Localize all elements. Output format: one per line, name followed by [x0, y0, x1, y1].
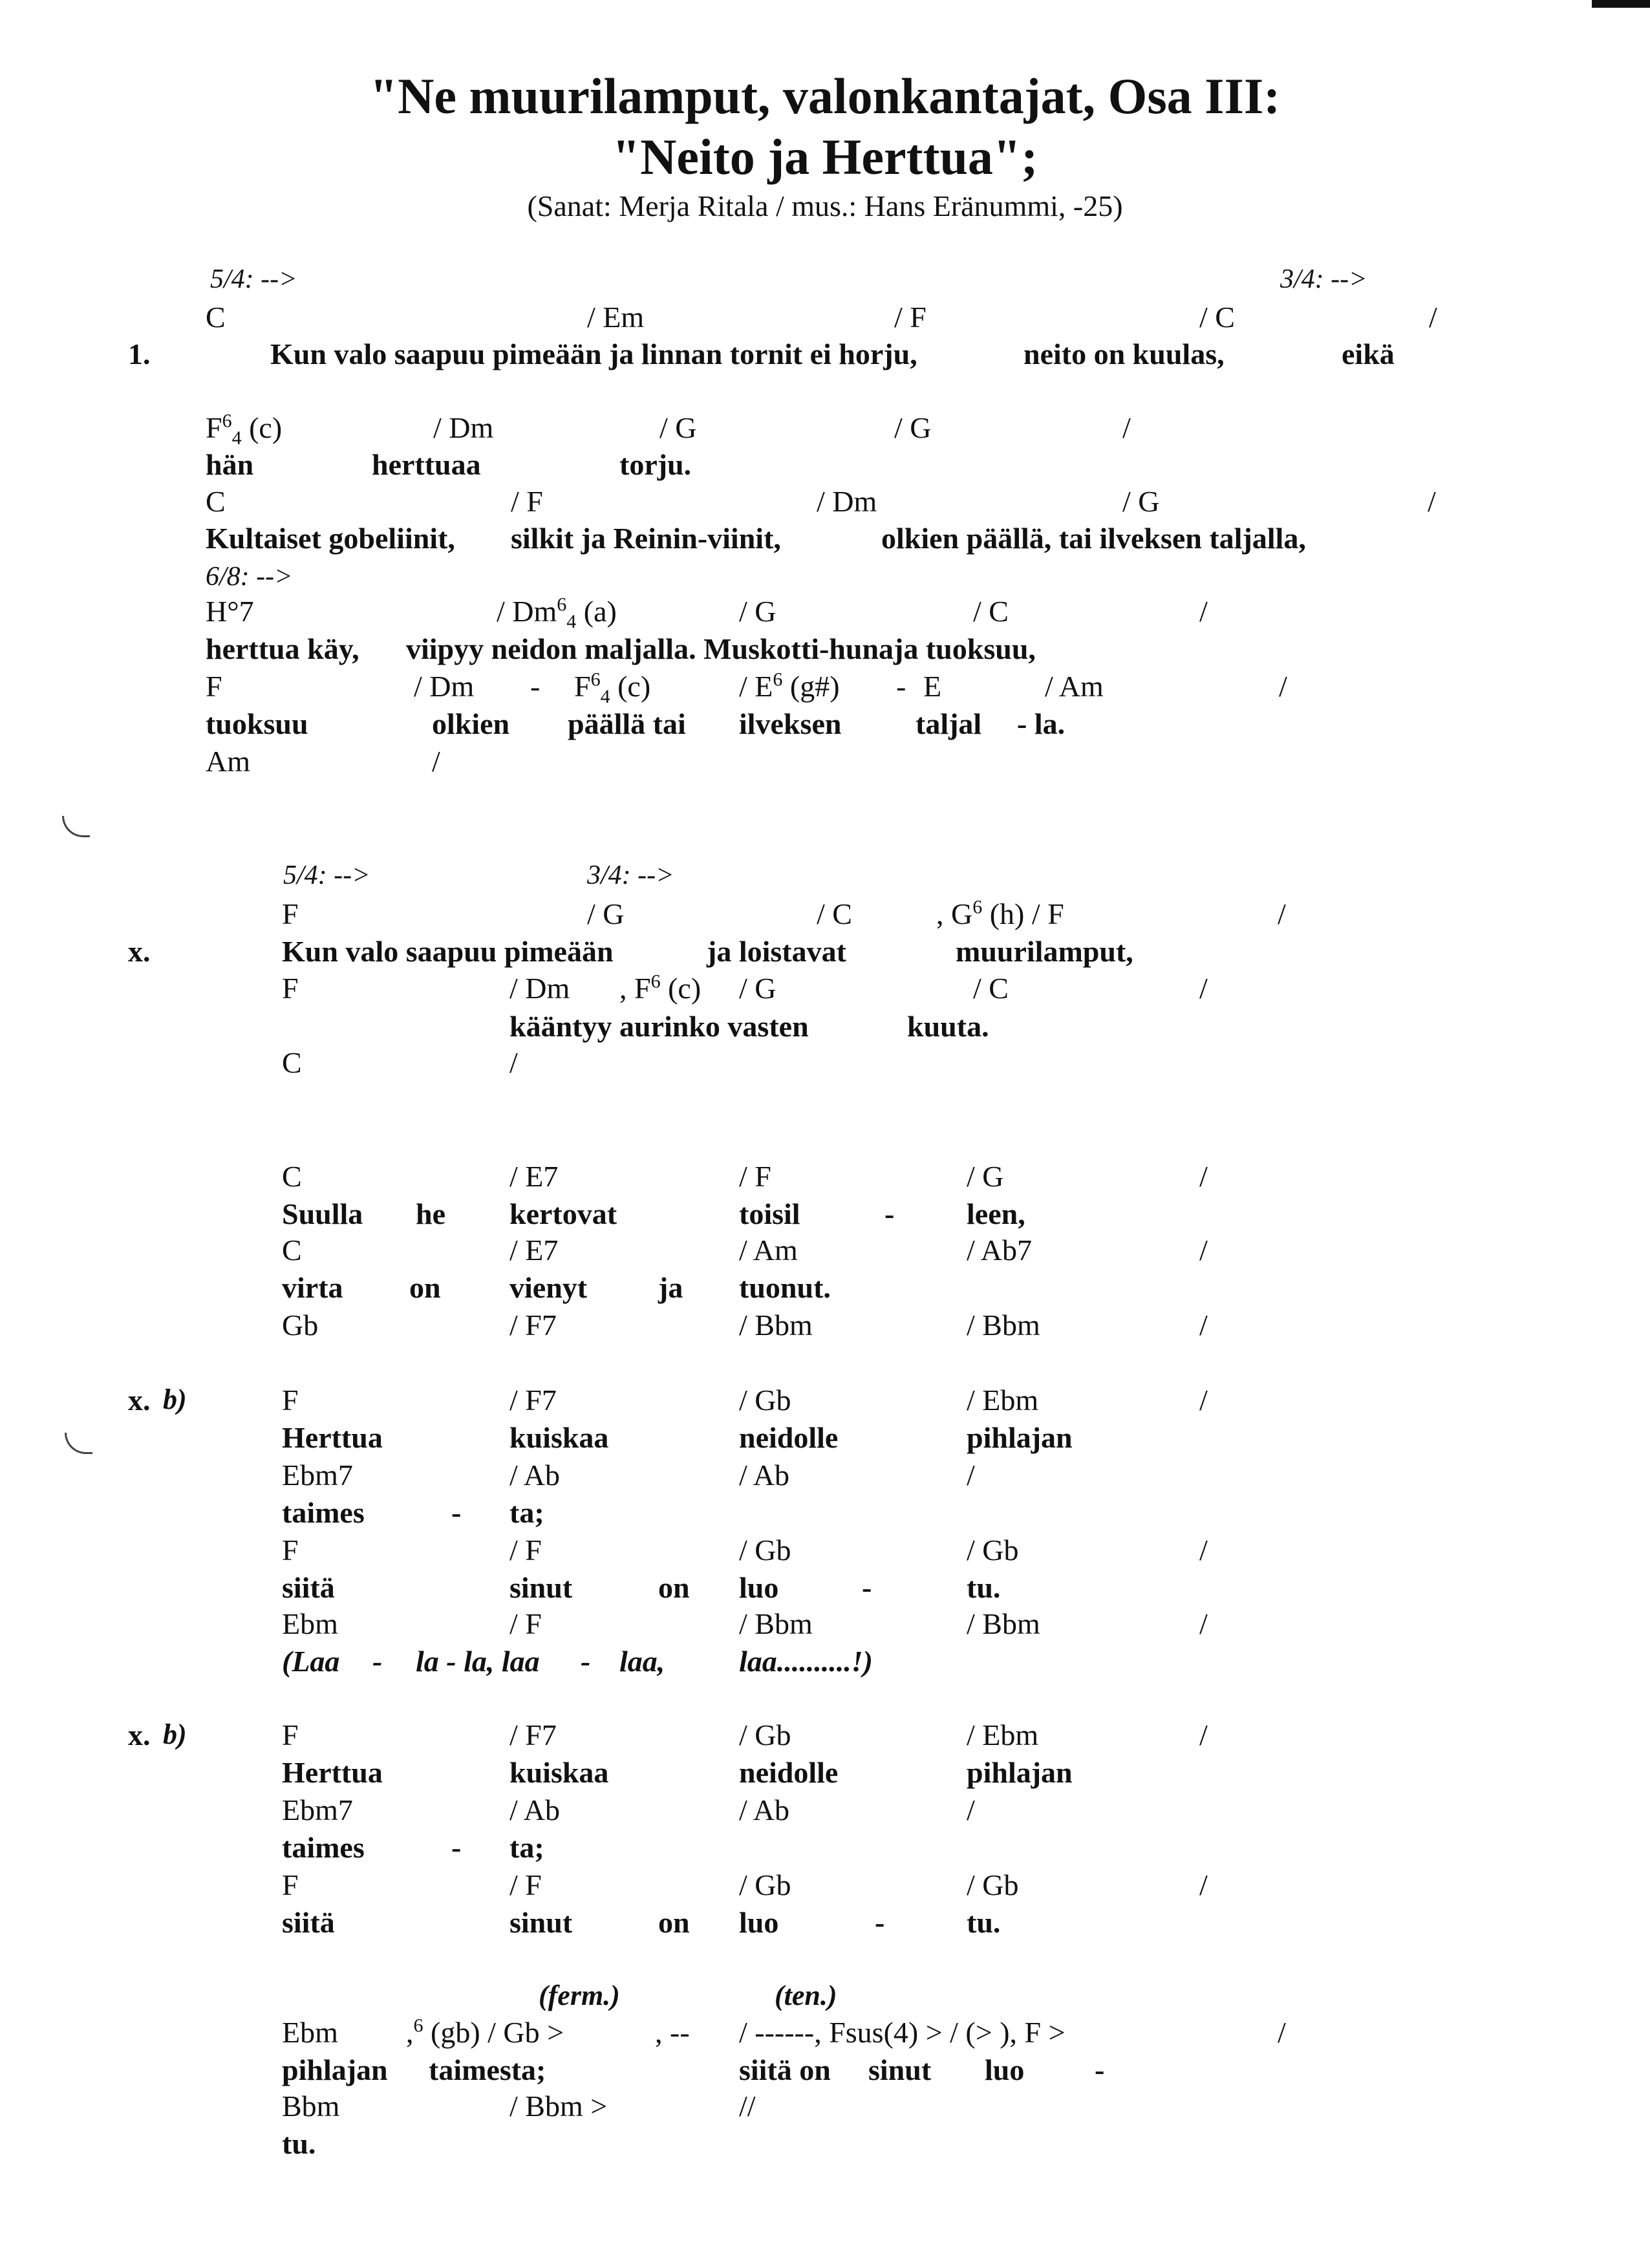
lyric: ja loistavat	[707, 935, 846, 968]
chord: Gb	[282, 1309, 319, 1342]
lyric: on	[658, 1906, 690, 1939]
chord: Ebm	[282, 2016, 338, 2049]
chord-row	[0, 2016, 1650, 2056]
chord-bass: (a)	[583, 595, 617, 628]
chord: / E7	[509, 1234, 559, 1267]
lyric: Kun valo saapuu pimeään	[282, 935, 614, 968]
chord-row	[0, 1309, 1650, 1349]
chord: /	[1199, 1868, 1208, 1901]
chord-superscript: 6	[650, 970, 661, 992]
chord: /	[1199, 1160, 1208, 1193]
lyric: sinut	[509, 1906, 573, 1939]
chord: /	[1199, 595, 1208, 628]
chord: ,	[406, 2016, 414, 2049]
lyric: neito on kuulas,	[1023, 337, 1225, 370]
chord: / Ab7	[967, 1234, 1032, 1267]
chord: F	[282, 972, 299, 1005]
lyric-row	[0, 1645, 1650, 1685]
chord-row	[0, 897, 1650, 937]
lyric-row	[0, 1906, 1650, 1946]
lyric: silkit ja Reinin-viinit,	[511, 522, 781, 555]
chord: / F7	[509, 1309, 557, 1342]
chord: / E	[739, 670, 773, 703]
chord: /	[1199, 972, 1208, 1005]
chord: / G	[894, 411, 932, 444]
chord-row	[0, 1534, 1650, 1574]
meter-marking: 3/4: -->	[587, 861, 674, 890]
lyric: olkien	[432, 707, 510, 740]
chord-superscript: 6	[413, 2015, 423, 2037]
lyric: -	[451, 1496, 462, 1529]
meter-row	[0, 264, 1650, 304]
chord-row	[0, 1868, 1650, 1909]
lyric: kuiskaa	[509, 1421, 609, 1454]
chord-superscript: 6	[773, 669, 783, 690]
chord-row	[0, 1718, 1650, 1759]
chord: Ebm7	[282, 1793, 353, 1826]
lyric: vienyt	[509, 1271, 588, 1304]
chord: / Em	[587, 301, 645, 334]
chord: , --	[655, 2016, 690, 2049]
chord: / G	[659, 411, 697, 444]
scan-artifact	[62, 816, 90, 837]
title-line-2: "Neito ja Herttua";	[612, 129, 1038, 185]
chord: / Dm	[509, 972, 570, 1005]
chord: / ------, Fsus(4) > / (> ), F >	[739, 2016, 1066, 2049]
chord: /	[1199, 1607, 1208, 1640]
lyric: pihlajan	[967, 1756, 1073, 1789]
lyric: ta;	[509, 1496, 544, 1529]
lyric-row	[0, 1421, 1650, 1461]
lyric: luo	[739, 1906, 779, 1939]
chord: /	[509, 1046, 518, 1079]
chord: //	[739, 2090, 756, 2123]
lyric-row	[0, 1197, 1650, 1237]
chord: Am	[206, 745, 250, 778]
lyric: -	[372, 1645, 383, 1678]
lyric: (Laa	[282, 1645, 340, 1678]
chord: / Bbm >	[509, 2090, 608, 2123]
lyric: -	[862, 1571, 872, 1604]
lyric: herttua käy,	[206, 632, 359, 665]
lyric-row	[0, 2127, 1650, 2167]
chord-row	[0, 1793, 1650, 1834]
chord-row	[0, 485, 1650, 525]
lyric: Herttua	[282, 1756, 383, 1789]
chord: / C	[817, 897, 852, 930]
chord: / Ab	[509, 1793, 560, 1826]
chord: / E7	[509, 1160, 559, 1193]
chord: / Ab	[509, 1459, 560, 1492]
chord: (gb) / Gb >	[431, 2016, 564, 2049]
lyric: kuuta.	[907, 1010, 989, 1043]
title-line-1: "Ne muurilamput, valonkantajat, Osa III:	[369, 68, 1281, 124]
chord-bass: (c)	[249, 411, 283, 444]
chord: F	[282, 897, 299, 930]
lyric: siitä	[282, 1906, 335, 1939]
chord: / Gb	[739, 1718, 791, 1751]
chord: /	[967, 1459, 975, 1492]
lyric: -	[1095, 2053, 1105, 2086]
chord: / C	[973, 595, 1009, 628]
lyric-row	[0, 707, 1650, 747]
section-label: x.	[128, 1718, 151, 1751]
chord-superscript: 6	[590, 669, 601, 690]
lyric: tuonut.	[739, 1271, 831, 1304]
chord: / F	[509, 1607, 542, 1640]
lyric: laa..........!)	[739, 1645, 873, 1678]
lyric: tuoksuu	[206, 707, 308, 740]
lyric: siitä on	[739, 2053, 831, 2086]
lyric-row	[0, 1271, 1650, 1311]
lyric: sinut	[509, 1571, 573, 1604]
chord: F	[282, 1384, 299, 1417]
chord: / Dm	[433, 411, 494, 444]
chord-row	[0, 1459, 1650, 1499]
chord: /	[1429, 301, 1437, 334]
lyric: pihlajan	[282, 2053, 388, 2086]
lyric: on	[409, 1271, 441, 1304]
chord: / G	[739, 972, 777, 1005]
refrain-label: x.	[128, 935, 151, 968]
chord-bass: (c)	[617, 670, 651, 703]
chord-superscript: 6	[972, 896, 983, 918]
chord-superscript: 6	[557, 594, 567, 615]
lyric: taljal	[916, 707, 982, 740]
section-label: x.	[128, 1384, 151, 1417]
fermata-mark: (ferm.)	[539, 1980, 620, 2011]
lyric: ta;	[509, 1831, 544, 1864]
lyric-row	[0, 337, 1650, 378]
chord-row	[0, 301, 1650, 341]
chord-row	[0, 1607, 1650, 1647]
chord: / Dm	[817, 485, 877, 518]
lyric: viipyy neidon maljalla. Muskotti-hunaja tuoksuu,	[406, 632, 1036, 665]
chord: / F	[894, 301, 927, 334]
scan-edge-mark	[1592, 0, 1650, 8]
chord: /	[432, 745, 440, 778]
lyric: tu.	[282, 2127, 316, 2160]
chord: F	[574, 670, 591, 703]
chord: / G	[739, 595, 777, 628]
chord: (h) / F	[989, 897, 1064, 930]
lyric: sinut	[868, 2053, 932, 2086]
chord: /	[1279, 670, 1287, 703]
lyric: tu.	[967, 1571, 1001, 1604]
chord: /	[1122, 411, 1131, 444]
chord: /	[1199, 1534, 1208, 1567]
lyric: leen,	[967, 1197, 1025, 1230]
chord: C	[206, 301, 226, 334]
chord: / Bbm	[739, 1607, 813, 1640]
chord: Ebm7	[282, 1459, 353, 1492]
chord: / Gb	[967, 1534, 1019, 1567]
chord: , G	[936, 897, 973, 930]
verse-number: 1.	[128, 337, 151, 370]
chord-row	[0, 1160, 1650, 1200]
lyric: muurilamput,	[956, 935, 1133, 968]
chord: F	[206, 670, 222, 703]
chord: / F7	[509, 1718, 557, 1751]
lyric: taimesta;	[429, 2053, 546, 2086]
chord: / F	[511, 485, 543, 518]
chord-row	[0, 1384, 1650, 1424]
chord: / Bbm	[967, 1607, 1040, 1640]
lyric: ilveksen	[739, 707, 842, 740]
lyric: pihlajan	[967, 1421, 1073, 1454]
chord: / C	[1199, 301, 1235, 334]
lyric: torju.	[619, 448, 692, 481]
chord: F	[206, 411, 222, 444]
chord: C	[206, 485, 226, 518]
chord-row	[0, 745, 1650, 785]
chord: / Gb	[967, 1868, 1019, 1901]
lyric-row	[0, 2053, 1650, 2093]
chord: H°7	[206, 595, 254, 628]
lyric: virta	[282, 1271, 343, 1304]
lyric: neidolle	[739, 1756, 839, 1789]
lyric: taimes	[282, 1496, 365, 1529]
lyric: kääntyy aurinko vasten	[509, 1010, 809, 1043]
chord-row	[0, 670, 1650, 710]
lyric: olkien päällä, tai ilveksen taljalla,	[881, 522, 1306, 555]
chord: , F	[619, 972, 651, 1005]
lyric-row	[0, 1571, 1650, 1611]
chord: / Ab	[739, 1793, 789, 1826]
lyric: -	[581, 1645, 591, 1678]
chord-bass: (g#)	[789, 670, 840, 703]
chord: /	[1199, 1384, 1208, 1417]
chord: / Bbm	[967, 1309, 1040, 1342]
chord-row	[0, 972, 1650, 1012]
chord: / F	[739, 1160, 771, 1193]
lyric: tu.	[967, 1906, 1001, 1939]
lyric-row	[0, 1756, 1650, 1796]
chord: -	[530, 670, 541, 703]
chord: C	[282, 1234, 302, 1267]
lyric: päällä tai	[568, 707, 686, 740]
lyric: kuiskaa	[509, 1756, 609, 1789]
chord: / C	[973, 972, 1009, 1005]
lyric: taimes	[282, 1831, 365, 1864]
meter-row	[0, 860, 1650, 900]
meter-marking: 6/8: -->	[206, 562, 293, 592]
lyric: -	[875, 1906, 885, 1939]
chord: /	[1199, 1234, 1208, 1267]
section-label-suffix: b)	[163, 1718, 187, 1750]
chord: Bbm	[282, 2090, 340, 2123]
chord: C	[282, 1160, 302, 1193]
chord: / Ebm	[967, 1718, 1039, 1751]
lyric: la - la, laa	[416, 1645, 540, 1678]
meter-marking: 5/4: -->	[210, 264, 297, 294]
chord: / F	[509, 1534, 542, 1567]
chord: /	[1278, 2016, 1286, 2049]
lyric: on	[658, 1571, 690, 1604]
chord: / Gb	[739, 1384, 791, 1417]
chord: / Ebm	[967, 1384, 1039, 1417]
lyric-row	[0, 448, 1650, 488]
chord: F	[282, 1868, 299, 1901]
tenuto-mark: (ten.)	[775, 1980, 837, 2011]
chord-subscript: 4	[231, 427, 242, 449]
lyric: luo	[739, 1571, 779, 1604]
lyric: Kun valo saapuu pimeään ja linnan tornit ei horju,	[270, 337, 917, 370]
lyric: -	[451, 1831, 462, 1864]
chord-row	[0, 411, 1650, 451]
lyric: luo	[985, 2053, 1025, 2086]
lyric-row	[0, 522, 1650, 562]
chord: / G	[587, 897, 625, 930]
chord: / Gb	[739, 1534, 791, 1567]
chord-row	[0, 1046, 1650, 1086]
lyric-row	[0, 632, 1650, 672]
chord: / G	[1122, 485, 1160, 518]
chord: /	[1278, 897, 1286, 930]
chord-bass: (c)	[668, 972, 702, 1005]
chord: / Am	[1045, 670, 1104, 703]
chord: /	[1199, 1718, 1208, 1751]
lyric: siitä	[282, 1571, 335, 1604]
lyric: hän	[206, 448, 254, 481]
chord: -	[896, 670, 906, 703]
chord: /	[1199, 1309, 1208, 1342]
chord-row	[0, 595, 1650, 635]
lyric: kertovat	[509, 1197, 617, 1230]
chord: / Bbm	[739, 1309, 813, 1342]
chord-subscript: 4	[600, 686, 610, 708]
performance-marks-row	[0, 1980, 1650, 2020]
lyric-row	[0, 1496, 1650, 1536]
chord: C	[282, 1046, 302, 1079]
lyric: - la.	[1017, 707, 1066, 740]
lyric-row	[0, 935, 1650, 975]
lyric: he	[416, 1197, 445, 1230]
chord: E	[923, 670, 942, 703]
chord: / Ab	[739, 1459, 789, 1492]
chord: / Gb	[739, 1868, 791, 1901]
lyric: herttuaa	[372, 448, 481, 481]
meter-marking: 3/4: -->	[1280, 264, 1367, 294]
lyric: eikä	[1342, 337, 1395, 370]
lyric: ja	[658, 1271, 683, 1304]
lyric: Kultaiset gobeliinit,	[206, 522, 455, 555]
chord-row	[0, 2090, 1650, 2130]
chord: / F	[509, 1868, 542, 1901]
lyric: Suulla	[282, 1197, 363, 1230]
chord: Ebm	[282, 1607, 338, 1640]
chord: /	[1428, 485, 1436, 518]
chord: F	[282, 1534, 299, 1567]
lyric: laa,	[619, 1645, 665, 1678]
lyric: Herttua	[282, 1421, 383, 1454]
meter-marking: 5/4: -->	[283, 861, 370, 890]
chord: / F7	[509, 1384, 557, 1417]
chord: / G	[967, 1160, 1004, 1193]
lyric-row	[0, 1010, 1650, 1050]
chord-superscript: 6	[222, 410, 232, 432]
chord: / Dm	[497, 595, 557, 628]
chord: F	[282, 1718, 299, 1751]
credits: (Sanat: Merja Ritala / mus.: Hans Eränummi, -25)	[527, 189, 1123, 222]
lyric-row	[0, 1831, 1650, 1871]
section-label-suffix: b)	[163, 1384, 187, 1415]
chord-row	[0, 1234, 1650, 1274]
lyric: neidolle	[739, 1421, 839, 1454]
chord-subscript: 4	[566, 611, 577, 633]
chord: /	[967, 1793, 975, 1826]
chord: / Am	[739, 1234, 798, 1267]
chord: / Dm	[414, 670, 475, 703]
lyric: toisil	[739, 1197, 800, 1230]
lyric: -	[884, 1197, 895, 1230]
